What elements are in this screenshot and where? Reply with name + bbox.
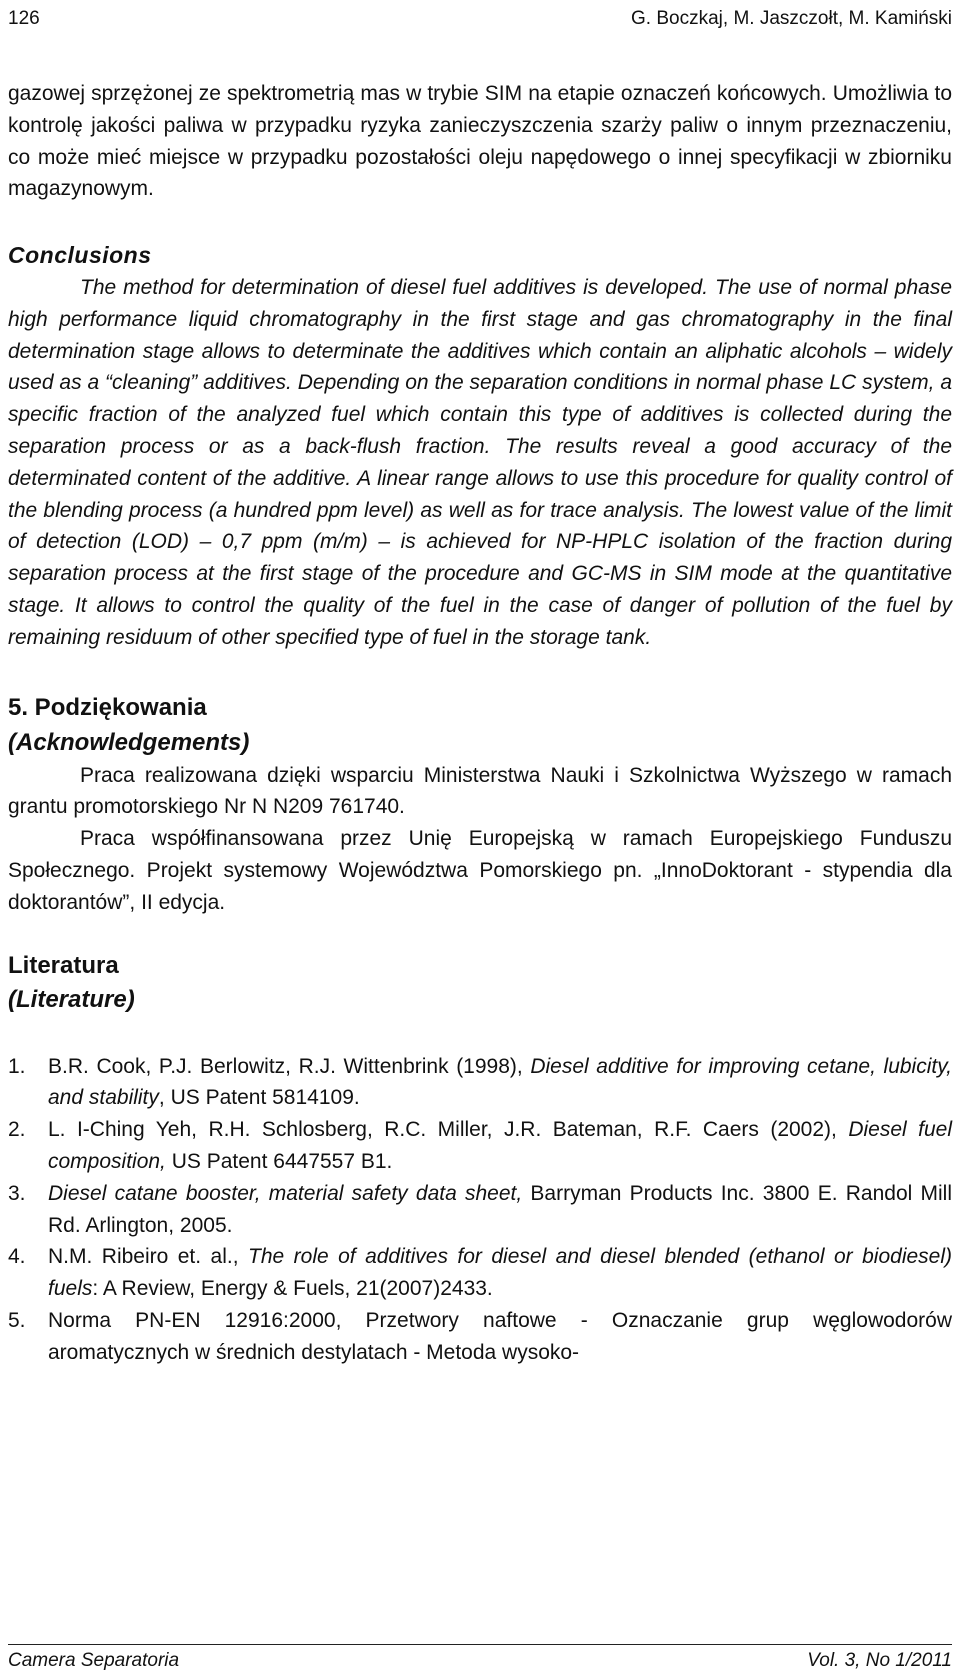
reference-number: 3. <box>8 1181 26 1205</box>
acknowledgements-heading-en: (Acknowledgements) <box>8 728 250 756</box>
literature-heading <box>8 949 952 1017</box>
journal-volume: Vol. 3, No 1/2011 <box>807 1650 952 1671</box>
reference-title: Diesel fuel composition, <box>48 1118 952 1173</box>
reference-title: The role of additives for diesel and diesel blended (ethanol or biodiesel) fuels <box>48 1245 953 1301</box>
journal-name: Camera Separatoria <box>8 1650 180 1671</box>
reference-item <box>8 1241 952 1305</box>
reference-item <box>8 1305 952 1369</box>
acknowledgements-heading-pl: 5. Podziękowania <box>8 693 207 721</box>
reference-source: , US Patent 5814109. <box>158 1086 360 1110</box>
reference-list <box>8 1051 952 1369</box>
reference-title: Diesel additive for improving cetane, lubicity, and stability <box>48 1054 952 1110</box>
acknowledgements-heading <box>8 690 952 760</box>
acknowledgement-paragraph-1: Praca realizowana dzięki wsparciu Ministerstwa Nauki i Szkolnictwa Wyższego w ramach grantu promotorskiego Nr N N209 761740. <box>8 763 952 819</box>
reference-item <box>8 1051 952 1115</box>
reference-source: : A Review, Energy & Fuels, 21(2007)2433. <box>92 1277 493 1301</box>
reference-authors: L. I-Ching Yeh, R.H. Schlosberg, R.C. Miller, J.R. Bateman, R.F. Caers (2002), <box>48 1118 849 1142</box>
reference-title: Diesel catane booster, material safety data sheet, <box>48 1181 523 1205</box>
acknowledgement-paragraph-2: Praca współfinansowana przez Unię Europejską w ramach Europejskiego Funduszu Społecznego. Projekt systemowy Województwa Pomorskiego pn. „InnoDoktorant - stypendia dla doktorantów”, II edycja. <box>8 827 952 914</box>
reference-authors: B.R. Cook, P.J. Berlowitz, R.J. Wittenbrink (1998), <box>48 1054 531 1078</box>
page-number: 126 <box>8 8 40 29</box>
reference-number: 1. <box>8 1054 26 1078</box>
header-authors: G. Boczkaj, M. Jaszczołt, M. Kamiński <box>631 8 952 29</box>
reference-number: 4. <box>8 1245 26 1269</box>
conclusions-heading: Conclusions <box>8 242 152 269</box>
conclusions-text: The method for determination of diesel fuel additives is developed. The use of normal phase high performance liquid chromatography in the first stage and gas chromatography in the final determination stage allows to determinate the additives which contain an aliphatic alcohols – widely used as a “cleaning” additives. Depending on the separation conditions in normal phase LC system, a specific fraction of the analyzed fuel which contain this type of additives is collected during the separation process or as a back-flush fraction. The results reveal a good accuracy of the determinated content of the additive. A linear range allows to use this procedure for quality control of the blending process (a hundred ppm level) as well as for trace analysis. The lowest value of the limit of detection (LOD) – 0,7 ppm (m/m) – is achieved for NP-HPLC isolation of the fraction during separation process at the first stage of the procedure and GC-MS in SIM mode at the quantitative stage. It allows to control the quality of the fuel in the case of danger of pollution of the fuel by remaining residuum of other specified type of fuel in the storage tank. <box>8 275 952 649</box>
reference-authors: N.M. Ribeiro et. al., <box>48 1245 249 1269</box>
reference-number: 5. <box>8 1308 26 1332</box>
reference-source: Barryman Products Inc. 3800 E. Randol Mill Rd. Arlington, 2005. <box>48 1181 952 1237</box>
reference-source: US Patent 6447557 B1. <box>165 1149 393 1173</box>
reference-number: 2. <box>8 1118 26 1142</box>
running-footer <box>8 1644 952 1671</box>
reference-authors: Norma PN-EN 12916:2000, Przetwory naftowe - Oznaczanie grup węglowodorów aromatycznych w średnich destylatach - Metoda wysoko- <box>48 1308 952 1364</box>
intro-paragraph: gazowej sprzężonej ze spektrometrią mas w trybie SIM na etapie oznaczeń końcowych. Umożliwia to kontrolę jakości paliwa w przypadku ryzyka zanieczyszczenia szarży paliw o innym przeznaczeniu, co może mieć miejsce w przypadku pozostałości oleju napędowego o innej specyfikacji w zbiorniku magazynowym. <box>8 82 952 201</box>
reference-item <box>8 1178 952 1242</box>
literature-heading-pl: Literatura <box>8 951 119 979</box>
literature-heading-en: (Literature) <box>8 985 135 1013</box>
page-body <box>8 78 952 1369</box>
reference-item <box>8 1114 952 1178</box>
